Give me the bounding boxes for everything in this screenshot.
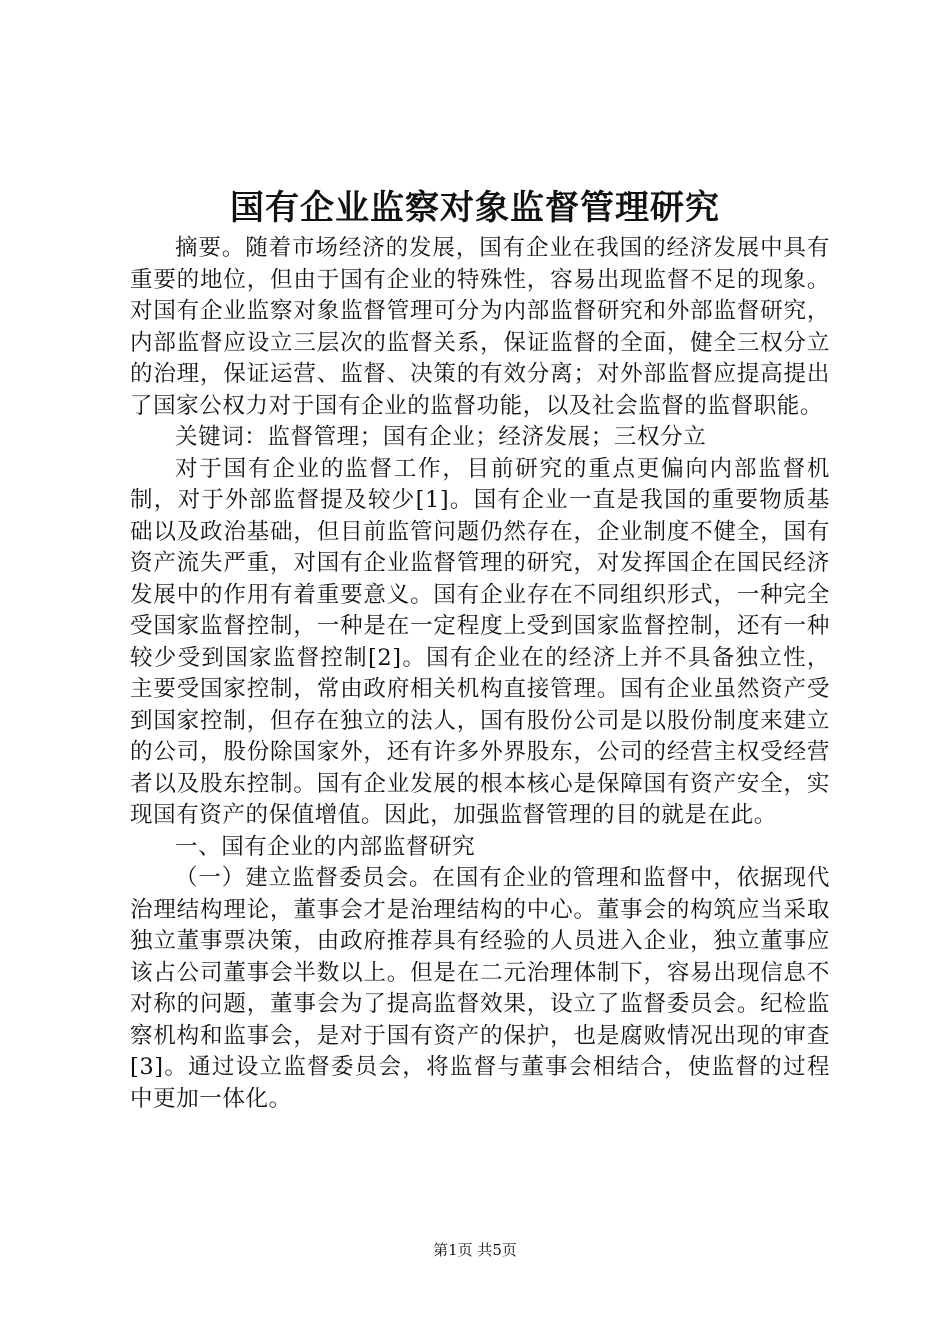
section-heading: 一、国有企业的内部监督研究 [175,833,476,860]
intro-paragraph: 对于国有企业的监督工作，目前研究的重点更偏向内部监督机制，对于外部监督提及较少[1]。国有企业一直是我国的重要物质基础以及政治基础，但目前监管问题仍然存在，企业制度不健全，国有资产流失严重，对国有企业监督管理的研究，对发挥国企在国民经济发展中的作用有着重要意义。国有企业存在不同组织形式，一种完全受国家监督控制，一种是在一定程度上受到国家监督控制，还有一种较少受到国家监督控制[2]。国有企业在的经济上并不具备独立性，主要受国家控制，常由政府相关机构直接管理。国有企业虽然资产受到国家控制，但存在独立的法人，国有股份公司是以股份制度来建立的公司，股份除国家外，还有许多外界股东，公司的经营主权受经营者以及股东控制。国有企业发展的根本核心是保障国有资产安全，实现国有资产的保值增值。因此，加强监督管理的目的就是在此。 [130,455,830,828]
keywords-paragraph: 关键词：监督管理；国有企业；经济发展；三权分立 [175,424,707,450]
page-number-footer: 第1页 共5页 [433,1241,517,1259]
document-body [130,233,830,1115]
subsection-paragraph: （一）建立监督委员会。在国有企业的管理和监督中，依据现代治理结构理论，董事会才是治理结构的中心。董事会的构筑应当采取独立董事票决策，由政府推荐具有经验的人员进入企业，独立董事应该占公司董事会半数以上。但是在二元治理体制下，容易出现信息不对称的问题，董事会为了提高监督效果，设立了监督委员会。纪检监察机构和监事会，是对于国有资产的保护，也是腐败情况出现的审查[3]。通过设立监督委员会，将监督与董事会相结合，使监督的过程中更加一体化。 [130,865,830,1112]
document-title: 国有企业监察对象监督管理研究 [230,188,720,228]
abstract-paragraph: 摘要。随着市场经济的发展，国有企业在我国的经济发展中具有重要的地位，但由于国有企业的特殊性，容易出现监督不足的现象。对国有企业监察对象监督管理可分为内部监督研究和外部监督研究，内部监督应设立三层次的监督关系，保证监督的全面，健全三权分立的治理，保证运营、监督、决策的有效分离；对外部监督应提高提出了国家公权力对于国有企业的监督功能，以及社会监督的监督职能。 [130,235,830,419]
